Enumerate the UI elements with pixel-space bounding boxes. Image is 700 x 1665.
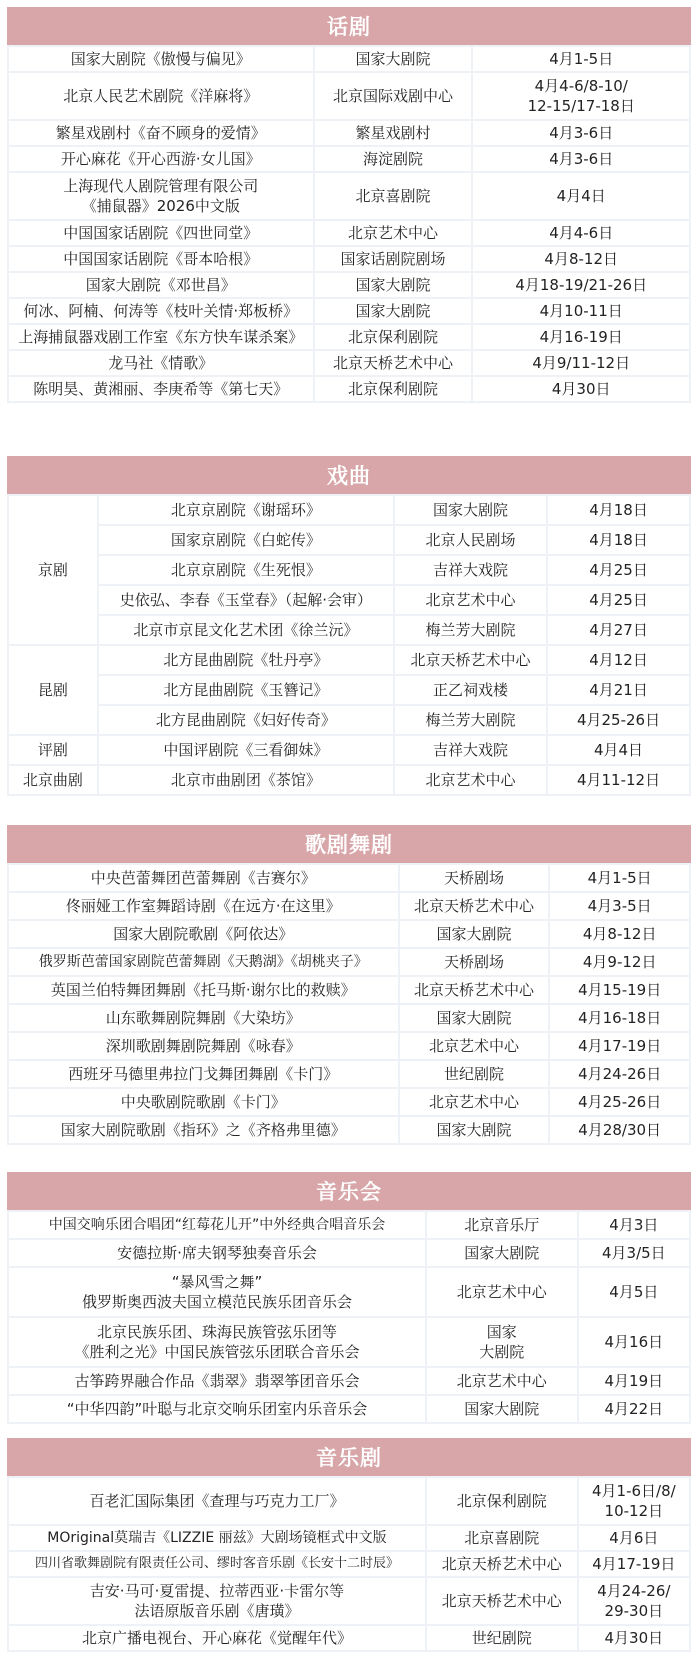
show-title: 北京京剧院《生死恨》 (99, 556, 393, 584)
show-date: 4月1-6日/8/ 10-12日 (579, 1478, 689, 1524)
venue: 国家 大剧院 (427, 1318, 577, 1366)
table-row (9, 977, 689, 1003)
venue: 北京艺术中心 (315, 221, 472, 245)
section-concert (7, 1172, 691, 1424)
venue: 北京艺术中心 (427, 1368, 577, 1394)
table-row (9, 47, 689, 71)
table-row (9, 351, 689, 375)
table-row (9, 121, 689, 145)
show-date: 4月22日 (579, 1396, 689, 1422)
show-date: 4月12日 (548, 646, 689, 674)
venue: 北京天桥艺术中心 (427, 1552, 577, 1576)
show-date: 4月3日 (579, 1212, 689, 1238)
show-title: 北京广播电视台、开心麻花《觉醒年代》 (9, 1626, 425, 1650)
table-row (9, 1117, 689, 1143)
show-date: 4月3-6日 (473, 121, 689, 145)
show-title: 陈明昊、黄湘丽、李庚希等《第七天》 (9, 377, 313, 401)
table-row (9, 1368, 689, 1394)
show-date: 4月4-6日 (473, 221, 689, 245)
show-title: 古筝跨界融合作品《翡翠》翡翠筝团音乐会 (9, 1368, 425, 1394)
show-date: 4月1-5日 (550, 865, 689, 891)
show-date: 4月4日 (473, 173, 689, 219)
venue: 国家大剧院 (395, 496, 546, 524)
table-row (9, 496, 689, 524)
table-row (9, 1005, 689, 1031)
table-row (9, 221, 689, 245)
section-drama (7, 7, 691, 403)
table-row (9, 1268, 689, 1316)
venue: 北京音乐厅 (427, 1212, 577, 1238)
venue: 海淀剧院 (315, 147, 472, 171)
show-date: 4月30日 (579, 1626, 689, 1650)
table-row (9, 173, 689, 219)
musical-table (7, 1476, 691, 1652)
venue: 梅兰芳大剧院 (395, 706, 546, 734)
venue: 北京天桥艺术中心 (395, 646, 546, 674)
show-title: 中央歌剧院歌剧《卡门》 (9, 1089, 398, 1115)
show-title: 安德拉斯·席夫钢琴独奏音乐会 (9, 1240, 425, 1266)
venue: 世纪剧院 (400, 1061, 549, 1087)
section-opera (7, 456, 691, 796)
table-row (9, 921, 689, 947)
show-title: 国家京剧院《白蛇传》 (99, 526, 393, 554)
show-date: 4月4-6/8-10/ 12-15/17-18日 (473, 73, 689, 119)
show-date: 4月1-5日 (473, 47, 689, 71)
show-date: 4月25日 (548, 586, 689, 614)
show-date: 4月3/5日 (579, 1240, 689, 1266)
venue: 世纪剧院 (427, 1626, 577, 1650)
table-row (9, 646, 689, 674)
show-date: 4月3-5日 (550, 893, 689, 919)
show-title: 上海现代人剧院管理有限公司 《捕鼠器》2026中文版 (9, 173, 313, 219)
table-row (9, 616, 689, 644)
genre-label: 北京曲剧 (9, 766, 97, 794)
show-title: MOriginal莫瑞吉《LIZZIE 丽兹》大剧场镜框式中文版 (9, 1526, 425, 1550)
venue: 国家话剧院剧场 (315, 247, 472, 271)
table-row (9, 586, 689, 614)
show-date: 4月16-18日 (550, 1005, 689, 1031)
venue: 国家大剧院 (400, 1005, 549, 1031)
venue: 北京人民剧场 (395, 526, 546, 554)
table-row (9, 526, 689, 554)
table-row (9, 1552, 689, 1576)
venue: 国家大剧院 (315, 273, 472, 297)
show-title: 国家大剧院《傲慢与偏见》 (9, 47, 313, 71)
venue: 国家大剧院 (427, 1396, 577, 1422)
table-row (9, 1212, 689, 1238)
venue: 国家大剧院 (400, 1117, 549, 1143)
show-date: 4月8-12日 (550, 921, 689, 947)
table-row (9, 893, 689, 919)
show-title: 吉安·马可·夏雷提、拉蒂西亚·卡雷尔等 法语原版音乐剧《唐璜》 (9, 1578, 425, 1624)
venue: 天桥剧场 (400, 865, 549, 891)
venue: 北京艺术中心 (400, 1033, 549, 1059)
show-title: 西班牙马德里弗拉门戈舞团舞剧《卡门》 (9, 1061, 398, 1087)
drama-table (7, 45, 691, 403)
table-row (9, 247, 689, 271)
table-row (9, 273, 689, 297)
show-date: 4月27日 (548, 616, 689, 644)
show-title: 深圳歌剧舞剧院舞剧《咏春》 (9, 1033, 398, 1059)
table-row (9, 377, 689, 401)
show-title: 北京市曲剧团《茶馆》 (99, 766, 393, 794)
show-date: 4月28/30日 (550, 1117, 689, 1143)
show-date: 4月21日 (548, 676, 689, 704)
venue: 北京天桥艺术中心 (427, 1578, 577, 1624)
show-title: 上海捕鼠器戏剧工作室《东方快车谋杀案》 (9, 325, 313, 349)
genre-label: 京剧 (9, 496, 97, 644)
table-row (9, 1526, 689, 1550)
table-row (9, 676, 689, 704)
table-row (9, 865, 689, 891)
show-date: 4月16-19日 (473, 325, 689, 349)
show-date: 4月25-26日 (550, 1089, 689, 1115)
show-title: 英国兰伯特舞团舞剧《托马斯·谢尔比的救赎》 (9, 977, 398, 1003)
venue: 国家大剧院 (400, 921, 549, 947)
show-title: 北方昆曲剧院《妇好传奇》 (99, 706, 393, 734)
show-title: “暴风雪之舞” 俄罗斯奥西波夫国立模范民族乐团音乐会 (9, 1268, 425, 1316)
venue: 国家大剧院 (315, 47, 472, 71)
show-title: 中央芭蕾舞团芭蕾舞剧《吉赛尔》 (9, 865, 398, 891)
show-title: 佟丽娅工作室舞蹈诗剧《在远方·在这里》 (9, 893, 398, 919)
show-title: 开心麻花《开心西游·女儿国》 (9, 147, 313, 171)
venue: 北京保利剧院 (315, 325, 472, 349)
section-opera-dance (7, 825, 691, 1145)
show-date: 4月25-26日 (548, 706, 689, 734)
show-title: 中国国家话剧院《四世同堂》 (9, 221, 313, 245)
genre-label: 评剧 (9, 736, 97, 764)
venue: 北京艺术中心 (395, 586, 546, 614)
venue: 北京喜剧院 (427, 1526, 577, 1550)
table-row (9, 1626, 689, 1650)
table-row (9, 1396, 689, 1422)
show-title: 龙马社《情歌》 (9, 351, 313, 375)
opera-table (7, 494, 691, 796)
table-row (9, 1478, 689, 1524)
show-title: 百老汇国际集团《查理与巧克力工厂》 (9, 1478, 425, 1524)
show-date: 4月8-12日 (473, 247, 689, 271)
show-date: 4月18日 (548, 526, 689, 554)
venue: 北京天桥艺术中心 (400, 977, 549, 1003)
venue: 吉祥大戏院 (395, 556, 546, 584)
show-title: 国家大剧院歌剧《指环》之《齐格弗里德》 (9, 1117, 398, 1143)
show-date: 4月19日 (579, 1368, 689, 1394)
show-title: 北京市京昆文化艺术团《徐兰沅》 (99, 616, 393, 644)
table-row (9, 949, 689, 975)
section-title: 歌剧舞剧 (7, 825, 691, 863)
venue: 北京国际戏剧中心 (315, 73, 472, 119)
venue: 国家大剧院 (427, 1240, 577, 1266)
section-title: 话剧 (7, 7, 691, 45)
section-title: 音乐剧 (7, 1438, 691, 1476)
show-title: 北方昆曲剧院《牡丹亭》 (99, 646, 393, 674)
show-date: 4月6日 (579, 1526, 689, 1550)
table-row (9, 1033, 689, 1059)
venue: 北京保利剧院 (315, 377, 472, 401)
show-title: 史依弘、李春《玉堂春》（起解·会审） (99, 586, 393, 614)
show-date: 4月9-12日 (550, 949, 689, 975)
show-title: 繁星戏剧村《奋不顾身的爱情》 (9, 121, 313, 145)
show-date: 4月15-19日 (550, 977, 689, 1003)
show-date: 4月17-19日 (550, 1033, 689, 1059)
venue: 繁星戏剧村 (315, 121, 472, 145)
show-title: “中华四韵”叶聪与北京交响乐团室内乐音乐会 (9, 1396, 425, 1422)
section-musical (7, 1438, 691, 1652)
show-date: 4月24-26/ 29-30日 (579, 1578, 689, 1624)
show-title: 中国国家话剧院《哥本哈根》 (9, 247, 313, 271)
show-title: 中国评剧院《三看御妹》 (99, 736, 393, 764)
show-title: 山东歌舞剧院舞剧《大染坊》 (9, 1005, 398, 1031)
show-date: 4月4日 (548, 736, 689, 764)
venue: 北京保利剧院 (427, 1478, 577, 1524)
table-row (9, 73, 689, 119)
genre-label: 昆剧 (9, 646, 97, 734)
section-title: 戏曲 (7, 456, 691, 494)
show-date: 4月16日 (579, 1318, 689, 1366)
table-row (9, 325, 689, 349)
show-title: 北京人民艺术剧院《洋麻将》 (9, 73, 313, 119)
venue: 正乙祠戏楼 (395, 676, 546, 704)
opera-dance-table (7, 863, 691, 1145)
venue: 天桥剧场 (400, 949, 549, 975)
table-row (9, 1578, 689, 1624)
table-row (9, 1318, 689, 1366)
venue: 北京艺术中心 (400, 1089, 549, 1115)
concert-table (7, 1210, 691, 1424)
venue: 北京天桥艺术中心 (400, 893, 549, 919)
show-date: 4月30日 (473, 377, 689, 401)
show-date: 4月24-26日 (550, 1061, 689, 1087)
table-row (9, 766, 689, 794)
show-date: 4月25日 (548, 556, 689, 584)
show-date: 4月11-12日 (548, 766, 689, 794)
venue: 吉祥大戏院 (395, 736, 546, 764)
show-date: 4月5日 (579, 1268, 689, 1316)
show-date: 4月18-19/21-26日 (473, 273, 689, 297)
show-title: 中国交响乐团合唱团“红莓花儿开”中外经典合唱音乐会 (9, 1212, 425, 1238)
venue: 北京喜剧院 (315, 173, 472, 219)
table-row (9, 706, 689, 734)
venue: 梅兰芳大剧院 (395, 616, 546, 644)
table-row (9, 299, 689, 323)
show-title: 何冰、阿楠、何涛等《枝叶关情·郑板桥》 (9, 299, 313, 323)
show-date: 4月18日 (548, 496, 689, 524)
show-title: 北京民族乐团、珠海民族管弦乐团等 《胜利之光》中国民族管弦乐团联合音乐会 (9, 1318, 425, 1366)
show-title: 国家大剧院歌剧《阿依达》 (9, 921, 398, 947)
show-title: 国家大剧院《邓世昌》 (9, 273, 313, 297)
table-row (9, 556, 689, 584)
show-date: 4月3-6日 (473, 147, 689, 171)
show-date: 4月9/11-12日 (473, 351, 689, 375)
section-title: 音乐会 (7, 1172, 691, 1210)
table-row (9, 147, 689, 171)
table-row (9, 1240, 689, 1266)
show-title: 北京京剧院《谢瑶环》 (99, 496, 393, 524)
venue: 北京天桥艺术中心 (315, 351, 472, 375)
show-title: 俄罗斯芭蕾国家剧院芭蕾舞剧《天鹅湖》《胡桃夹子》 (9, 949, 398, 975)
table-row (9, 1089, 689, 1115)
show-date: 4月10-11日 (473, 299, 689, 323)
venue: 国家大剧院 (315, 299, 472, 323)
table-row (9, 736, 689, 764)
show-date: 4月17-19日 (579, 1552, 689, 1576)
table-row (9, 1061, 689, 1087)
show-title: 四川省歌舞剧院有限责任公司、缪时客音乐剧《长安十二时辰》 (9, 1552, 425, 1576)
venue: 北京艺术中心 (427, 1268, 577, 1316)
venue: 北京艺术中心 (395, 766, 546, 794)
show-title: 北方昆曲剧院《玉簪记》 (99, 676, 393, 704)
